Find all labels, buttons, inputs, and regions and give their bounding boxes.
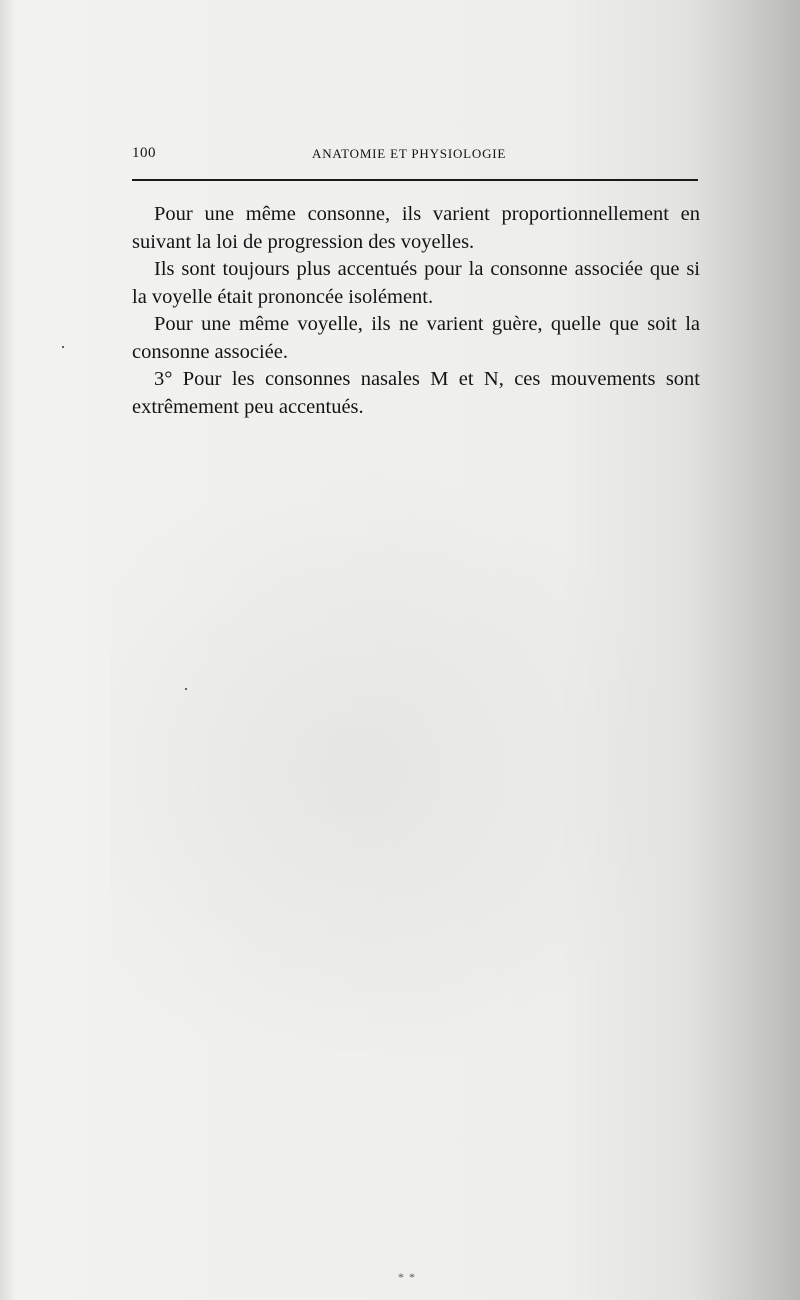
body-text: [132, 201, 700, 421]
ink-speck: [62, 346, 64, 348]
running-title: ANATOMIE ET PHYSIOLOGIE: [312, 146, 507, 161]
paragraph: Pour une même voyelle, ils ne varient guère, quelle que soit la consonne associée.: [132, 313, 700, 363]
page-header: [132, 145, 698, 165]
page-edge-shadow: [0, 0, 14, 1300]
paragraph: Ils sont toujours plus accentués pour la consonne associée que si la voyelle était prononcée isolément.: [132, 258, 700, 308]
ink-speck: [185, 688, 187, 690]
bleed-through-shadow: [110, 430, 710, 1050]
page-number: 100: [132, 145, 156, 161]
paragraph: Pour une même consonne, ils varient proportionnellement en suivant la loi de progression des voyelles.: [132, 203, 700, 253]
header-rule: [132, 179, 698, 181]
paragraph: 3° Pour les consonnes nasales M et N, ces mouvements sont extrêmement peu accentués.: [132, 368, 700, 418]
bottom-mark: * *: [398, 1270, 416, 1284]
